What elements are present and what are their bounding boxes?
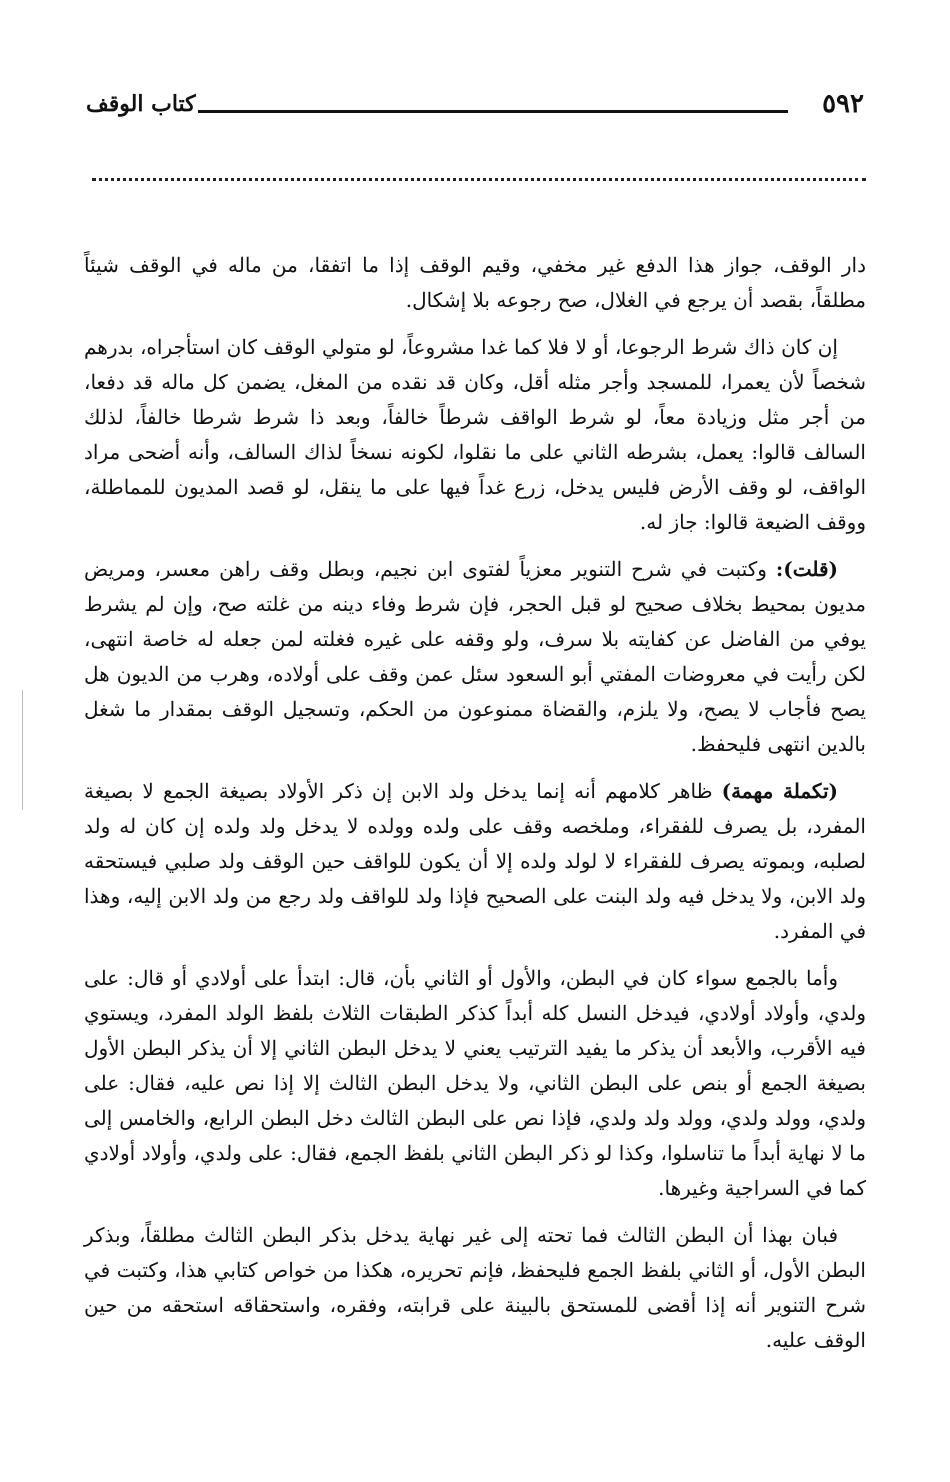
body-text (84, 248, 866, 1370)
footnote-separator (92, 178, 866, 181)
paragraph (84, 774, 866, 949)
book-title: كتاب الوقف (86, 91, 196, 117)
paragraph-text: ظاهر كلامهم أنه إنما يدخل ولد الابن إن ذكر الأولاد بصيغة الجمع لا بصيغة المفرد، بل يصرف للفقراء، وملخصه وقف على ولده وولده لا يدخل ولد ولده إن كان له ولد لصلبه، وبموته يصرف للفقراء لا لولد ولده إلا أن يكون للواقف حين الوقف ولد صلبي فيستحقه ولد الابن، ولا يدخل فيه ولد البنت على الصحيح فإذا ولد للواقف ولد رجع من ولد الابن إليه، وهذا في المفرد. (84, 779, 866, 943)
paragraph-text: دار الوقف، جواز هذا الدفع غير مخفي، وقيم الوقف إذا ما اتفقا، من ماله في الوقف شيئاً مطلقاً، بقصد أن يرجع في الغلال، صح رجوعه بلا إشكال. (84, 253, 866, 312)
paragraph (84, 248, 866, 318)
margin-mark (22, 690, 23, 810)
paragraph-text: إن كان ذاك شرط الرجوعا، أو لا فلا كما غدا مشروعاً، لو متولي الوقف كان استأجراه، بدرهم شخصاً لأن يعمرا، للمسجد وأجر مثله أقل، وكان قد نقده من المغل، يضمن كل ماله قد دفعا، من أجر مثل وزيادة معاً، لو شرط الواقف شرطاً خالفاً، وبعد ذا شرط شرطا خالفاً، لذلك السالف قالوا: يعمل، بشرطه الثاني على ما نقلوا، لكونه نسخاً لذاك السالف، وأنه أضحى مراد الواقف، لو وقف الأرض فليس يدخل، زرع غداً فيها على ما ينقل، لو قصد المديون للمماطلة، ووقف الضيعة قالوا: جاز له. (84, 335, 866, 534)
header-rule (198, 110, 788, 113)
paragraph-text: فبان بهذا أن البطن الثالث فما تحته إلى غير نهاية يدخل بذكر البطن الثالث مطلقاً، وبذكر البطن الأول، أو الثاني بلفظ الجمع فليحفظ، فإنم تحريره، هكذا من خواص كتابي هذا، وكتبت في شرح التنوير أنه إذا أقضى للمستحق بالبينة على قرابته، وفقره، واستحقاقه استحقه من حين الوقف عليه. (84, 1223, 866, 1352)
page-number: ٥٩٢ (822, 89, 864, 119)
paragraph-lead: (تكملة مهمة) (721, 779, 838, 803)
paragraph (84, 552, 866, 762)
paragraph-text: وكتبت في شرح التنوير معزياً لفتوى ابن نجيم، وبطل وقف راهن معسر، ومريض مديون بمحيط بخلاف صحيح لو قبل الحجر، فإن شرط وفاء دينه من غلته صح، وإن لم يشرط يوفي من الفاضل عن كفايته بلا سرف، ولو وقفه على غيره فغلته لمن جعله له خاصة انتهى، لكن رأيت في معروضات المفتي أبو السعود سئل عمن وقف على أولاده، وهرب من الديون هل يصح فأجاب لا يصح، ولا يلزم، والقضاة ممنوعون من الحكم، وتسجيل الوقف بمقدار ما شغل بالدين انتهى فليحفظ. (84, 557, 866, 756)
paragraph-lead: (قلت): (775, 557, 838, 581)
paragraph (84, 961, 866, 1206)
running-header (86, 84, 864, 124)
paragraph-text: وأما بالجمع سواء كان في البطن، والأول أو الثاني بأن، قال: ابتدأ على أولادي أو قال: على ولدي، وأولاد أولادي، فيدخل النسل كله أبداً كذكر الطبقات الثلاث بلفظ الولد المفرد، ويستوي فيه الأقرب، والأبعد أن يذكر ما يفيد الترتيب يعني لا يدخل البطن الثاني إلا أن يذكر البطن الأول بصيغة الجمع أو بنص على البطن الثاني، ولا يدخل البطن الثالث إلا إذا نص عليه، فقال: على ولدي، وولد ولدي، وولد ولد ولدي، فإذا نص على البطن الثالث دخل البطن الرابع، والخامس إلى ما لا نهاية أبداً ما تناسلوا، وكذا لو ذكر البطن الثاني بلفظ الجمع، فقال: على ولدي، وأولاد أولادي كما في السراجية وغيرها. (84, 966, 866, 1200)
paragraph (84, 330, 866, 540)
paragraph (84, 1218, 866, 1358)
